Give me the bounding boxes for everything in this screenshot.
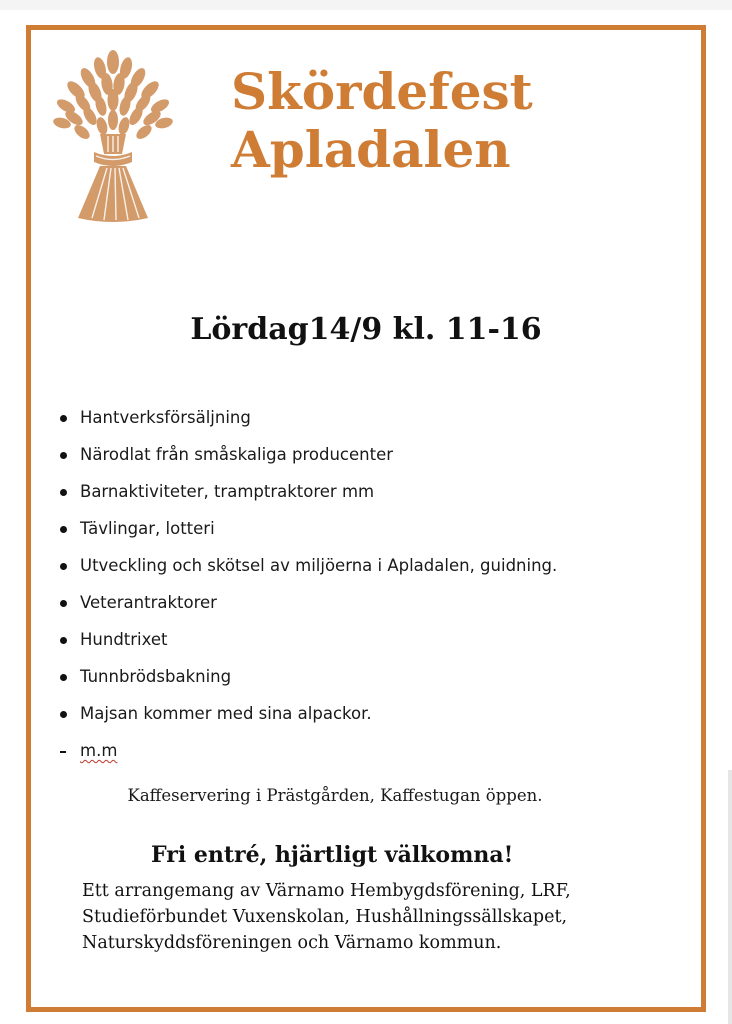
- wheat-sheaf-icon: [50, 48, 176, 224]
- list-item: Hantverksförsäljning: [58, 402, 557, 439]
- list-item: Tunnbrödsbakning: [58, 661, 557, 698]
- organizers-line-2: Studieförbundet Vuxenskolan, Hushållningssällskapet,: [82, 907, 568, 927]
- list-item-extra: [58, 735, 557, 772]
- organizers-text: [82, 878, 662, 956]
- activity-list: [58, 402, 557, 772]
- welcome-heading: Fri entré, hjärtligt välkomna!: [151, 842, 514, 868]
- bullet-icon: [60, 452, 67, 459]
- list-item: Barnaktiviteter, tramptraktorer mm: [58, 476, 557, 513]
- list-item: Hundtrixet: [58, 624, 557, 661]
- bullet-icon: [60, 563, 67, 570]
- title-line-1: Skördefest: [231, 62, 533, 121]
- title-line-2: Apladalen: [231, 120, 511, 179]
- bullet-icon: [60, 600, 67, 607]
- list-item: Utveckling och skötsel av miljöerna i Apladalen, guidning.: [58, 550, 557, 587]
- bullet-icon: [60, 711, 67, 718]
- organizers-line-3: Naturskyddsföreningen och Värnamo kommun.: [82, 933, 502, 953]
- dash-marker: [60, 751, 66, 753]
- organizers-line-1: Ett arrangemang av Värnamo Hembygdsförening, LRF,: [82, 881, 571, 901]
- bullet-icon: [60, 526, 67, 533]
- bullet-icon: [60, 674, 67, 681]
- scrollbar-edge[interactable]: [728, 770, 732, 1024]
- page-top-edge: [0, 0, 732, 10]
- list-item: Majsan kommer med sina alpackor.: [58, 698, 557, 735]
- list-item: Närodlat från småskaliga producenter: [58, 439, 557, 476]
- bullet-icon: [60, 489, 67, 496]
- coffee-info: Kaffeservering i Prästgården, Kaffestugan öppen.: [127, 786, 543, 805]
- event-date-time: Lördag14/9 kl. 11-16: [190, 312, 542, 347]
- bullet-icon: [60, 415, 67, 422]
- bullet-icon: [60, 637, 67, 644]
- list-item: Veterantraktorer: [58, 587, 557, 624]
- poster-title: [231, 63, 533, 179]
- extra-item-text: m.m: [80, 741, 118, 760]
- list-item: Tävlingar, lotteri: [58, 513, 557, 550]
